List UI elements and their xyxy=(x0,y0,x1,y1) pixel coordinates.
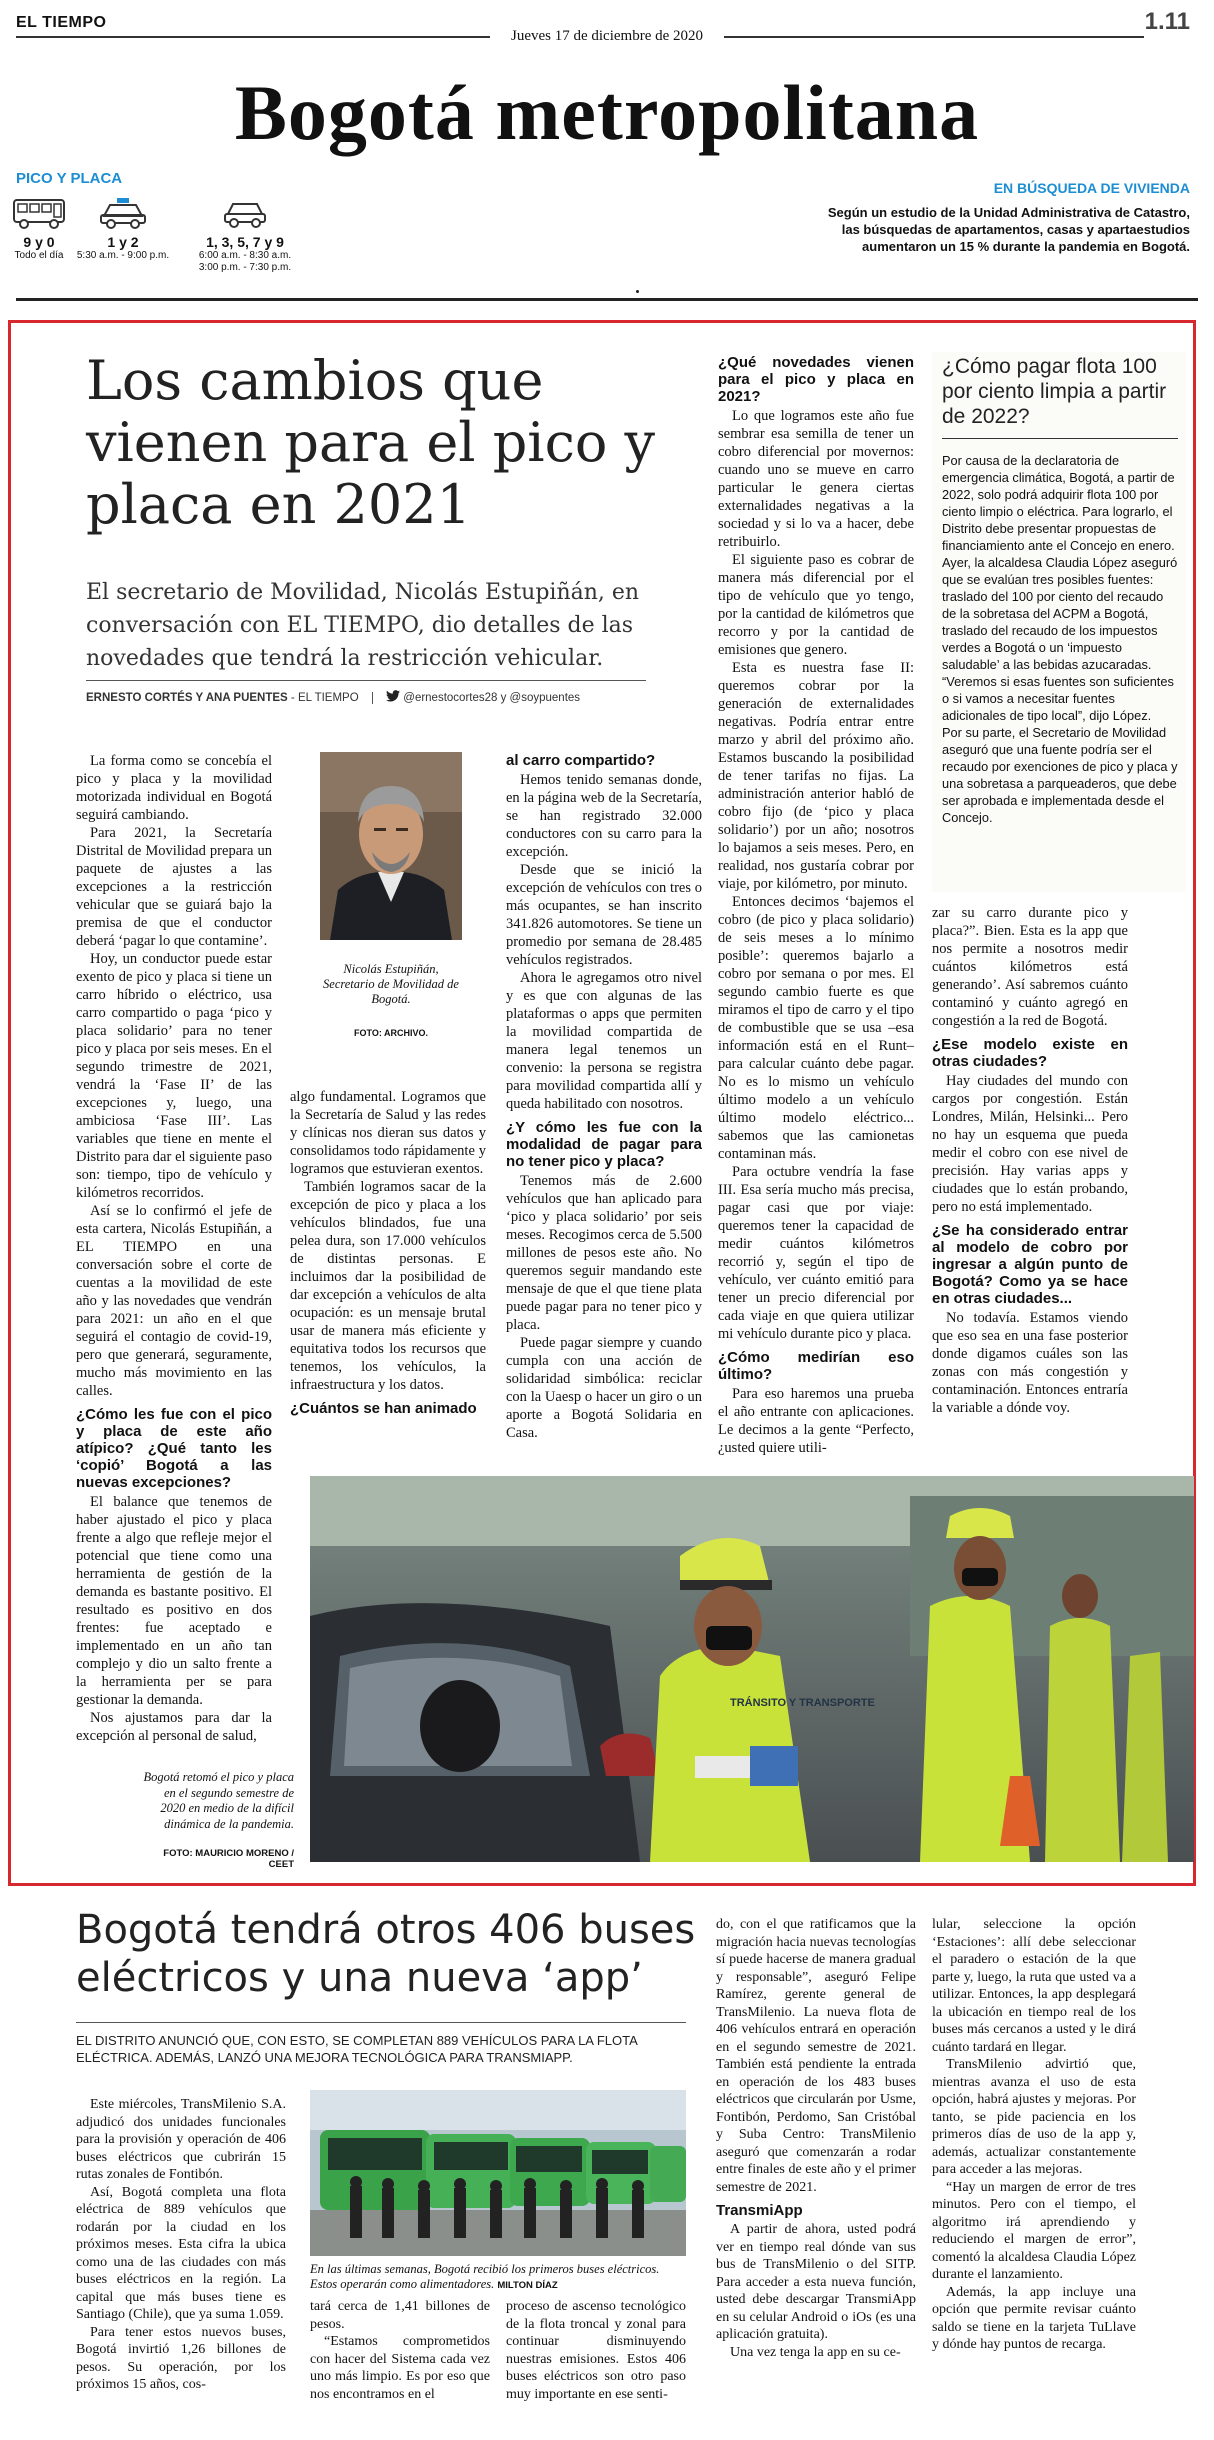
traffic-police-image xyxy=(310,1476,1194,1862)
second-col-4 xyxy=(716,1916,916,2361)
second-col-3 xyxy=(506,2298,686,2403)
page-number: 1.11 xyxy=(1144,8,1190,35)
main-headline: Los cambios que vienen para el pico y placa en 2021 xyxy=(86,349,656,536)
paragraph: Hay ciudades del mundo con cargos por congestión. Están Londres, Milán, Helsinki... Pero no hay un esquema que pueda medir el cobro con ese nivel de precisión. Hay varias apps y ciudades que lo están probando, pero no está implementado. xyxy=(932,1073,1128,1215)
byline-outlet: - EL TIEMPO xyxy=(287,692,359,704)
portrait-photo xyxy=(320,752,462,940)
question-heading: ¿Cómo les fue con el pico y placa de este año atípico? ¿Qué tanto les ‘copió’ Bogotá a las nuevas excepciones? xyxy=(76,1406,272,1491)
second-headline: Bogotá tendrá otros 406 buses eléctricos y una nueva ‘app’ xyxy=(76,1907,696,2001)
sidebar-body xyxy=(942,452,1178,826)
header-rule-right xyxy=(724,36,1144,38)
main-dek: El secretario de Movilidad, Nicolás Estupiñán, en conversación con EL TIEMPO, dio detalles de las novedades que tendrá la restricción vehicular. xyxy=(86,580,640,671)
main-col-2 xyxy=(290,1088,486,1419)
pico-placa-bus xyxy=(12,196,66,262)
photo-caption: Bogotá retomó el pico y placa en el segundo semestre de 2020 en medio de la difícil dinámica de la pandemia. xyxy=(143,1770,294,1831)
byline-divider xyxy=(372,692,373,704)
paragraph: Para 2021, la Secretaría Distrital de Movilidad prepara un paquete de ajustes a las excepciones a la restricción vehicular que se guiará bajo la premisa de que el conductor deberá ‘pagar lo que contamine’. xyxy=(76,825,272,949)
electric-buses-photo xyxy=(310,2090,686,2256)
paragraph: Tenemos más de 2.600 vehículos que han aplicado para ‘pico y placa solidario’ por seis meses. Recogimos cerca de 5.500 millones de pesos este año. No queremos seguir mandando este mensaje de que el que tiene plata puede pagar para no tener pico y placa. xyxy=(506,1173,702,1333)
question-heading: ¿Qué novedades vienen para el pico y placa en 2021? xyxy=(718,354,914,405)
paragraph: Así, Bogotá completa una flota eléctrica de 889 vehículos que rodarán por la ciudad en los próximos meses. Esta cifra la ubica como una de las ciudades con más buses eléctricos en la región. La capital que más buses tiene es Santiago (Chile), que ya suma 1.059. xyxy=(76,2184,286,2322)
paragraph: Para tener estos nuevos buses, Bogotá invirtió 1,26 billones de pesos. Su operación, por los próximos 15 años, cos- xyxy=(76,2324,286,2392)
pico-y-placa-label: PICO Y PLACA xyxy=(16,170,123,187)
question-heading: ¿Cuántos se han animado xyxy=(290,1400,477,1417)
paragraph: algo fundamental. Logramos que la Secretaría de Salud y las redes y clínicas nos dieran sus datos y consolidamos todo rápidamente y logramos que estuvieran exentos. xyxy=(290,1089,486,1177)
paragraph: Para eso haremos una prueba el año entrante con aplicaciones. Le decimos a la gente “Perfecto, ¿usted quiere utili- xyxy=(718,1386,914,1456)
paragraph: El siguiente paso es cobrar de manera más diferencial por el tipo de vehículo que yo tengo, por la cantidad de kilómetros que recorro y por la cantidad de emisiones que genero. xyxy=(718,552,914,658)
pico-placa-time: Todo el día xyxy=(14,250,64,261)
paragraph: Nos ajustamos para dar la excepción al personal de salud, xyxy=(76,1710,272,1744)
paragraph: TransMilenio advirtió que, mientras avanza el uso de esta opción, habrá ajustes y mejoras. Por tanto, se pide paciencia en los primeros días de uso de la app y, además, actualizar constantemente para acceder a las mejoras. xyxy=(932,2057,1136,2177)
paragraph: Hoy, un conductor puede estar exento de pico y placa si tiene un carro híbrido o eléctrico, usa carro compartido o paga ‘pico y placa solidario’ para no tener pico y placa por seis meses. En el segundo trimestre de 2021, vendrá la ‘Fase II’ de las excepciones y, luego, una ambiciosa ‘Fase III’. Las variables que tiene en mente el Distrito para dar el siguiente paso son: tiempo, tipo de vehículo y kilómetros recorridos. xyxy=(76,951,272,1201)
header-dot xyxy=(636,290,639,293)
traffic-police-photo xyxy=(310,1476,1194,1862)
header-rule-left xyxy=(16,36,490,38)
main-col-4 xyxy=(718,354,914,1457)
paragraph: zar su carro durante pico y placa?”. Bien. Esta es la app que nos permite a nosotros medir cuántos kilómetros está generando’. Así sabremos cuánto contaminó y cuánto agregó en congestión a la red de Bogotá. xyxy=(932,905,1128,1029)
paragraph: Para octubre vendría la fase III. Esa sería mucho más precisa, pagar casi que por viaje: queremos tener la capacidad de medir cuántos kilómetros recorrió y, según el tipo de vehículo, ver cuánto emitió para tener un precio diferencial por cada viaje en que quiera utilizar mi vehículo durante pico y placa. xyxy=(718,1164,914,1342)
paragraph: Ahora le agregamos otro nivel y es que con algunas de las plataformas o apps que permiten la movilidad compartida de manera legal tenemos un convenio: la persona se registra para movilidad compartida allí y queda habilitado con nosotros. xyxy=(506,970,702,1112)
pico-placa-digits: 1, 3, 5, 7 y 9 xyxy=(206,234,284,250)
pico-placa-digits: 1 y 2 xyxy=(107,234,139,250)
second-col-2 xyxy=(310,2298,490,2403)
portrait-caption: Nicolás Estupiñán, Secretario de Movilidad de Bogotá. xyxy=(323,962,459,1006)
paragraph: Entonces decimos ‘bajemos el cobro (de pico y placa solidario) de seis meses a lo mínimo posible’: queremos bajarlo a cobro por semana o por mes. El segundo cambio fuerte es que miramos el tipo de carro y el tipo de combustible que se usa –esa información está en el Runt– para calcular cuánto debe pagar. No es lo mismo un vehículo último modelo a un vehículo último modelo eléctrico... sabemos que las camionetas contaminan más. xyxy=(718,894,914,1162)
second-photo-caption-text: En las últimas semanas, Bogotá recibió los primeros buses eléctricos. Estos operarán como alimentadores. xyxy=(310,2262,660,2291)
paragraph: do, con el que ratificamos que la migración hacia nuevas tecnologías sí puede hacerse de manera gradual y responsable”, aseguró Felipe Ramírez, gerente general de TransMilenio. La nueva flota de 406 vehículos entrará en operación en el segundo semestre de 2021. También está pendiente la entrada en operación de los 483 buses eléctricos que circularán por Usme, Fontibón, Perdomo, San Cristóbal y Suba Centro: TransMilenio aseguró que comenzarán a rodar entre finales de este año y el primer semestre de 2021. xyxy=(716,1917,916,2195)
paragraph: También logramos sacar de la excepción de pico y placa a los vehículos blindados, fue una pelea dura, son 17.000 vehículos de distintas personas. E incluimos dar la posibilidad de dar excepción a vehículos de alta ocupación: es un mensaje brutal usar de manera más eficiente y equitativa todos los recursos que tenemos, los vehículos, la infraestructura y los datos. xyxy=(290,1179,486,1393)
paragraph: Este miércoles, TransMilenio S.A. adjudicó dos unidades funcionales para la provisión y operación de 406 buses eléctricos que cubrirán 15 rutas zonales de Fontibón. xyxy=(76,2097,286,2182)
question-heading: al carro compartido? xyxy=(506,752,656,769)
car-icon xyxy=(222,196,268,230)
pico-placa-time: 3:00 p.m. - 7:30 p.m. xyxy=(198,262,292,273)
second-photo-caption xyxy=(310,2262,686,2293)
paragraph: Así se lo confirmó el jefe de esta cartera, Nicolás Estupiñán, a EL TIEMPO en una conversación sobre el corte de cuentas a la movilidad de este año y las novedades que vendrán para 2021: un año en el que seguirá el contagio de covid-19, pero que generará, seguramente, mucho más movimiento en las calles. xyxy=(76,1203,272,1399)
main-col-5 xyxy=(932,904,1128,1417)
byline-handles: @ernestocortes28 y @soypuentes xyxy=(403,692,581,704)
question-heading: ¿Cómo medirían eso último? xyxy=(718,1349,914,1383)
pico-placa-time: 5:30 a.m. - 9:00 p.m. xyxy=(76,250,170,261)
sidebar-rule xyxy=(942,438,1178,439)
photo-credit: FOTO: MAURICIO MORENO / CEET xyxy=(163,1848,294,1870)
newspaper-logo: EL TIEMPO xyxy=(16,14,107,31)
sidebar-title: ¿Cómo pagar flota 100 por ciento limpia a partir de 2022? xyxy=(942,355,1167,428)
paragraph: lular, seleccione la opción ‘Estaciones’: allí debe seleccionar el paradero o estación de la que parte y, luego, la ruta que usted va a utilizar. Entonces, la app desplegará la ubicación en tiempo real de los buses más cercanos a usted y le dirá cuánto tardará en llegar. xyxy=(932,1917,1136,2055)
pico-y-placa-panel xyxy=(12,196,312,296)
question-heading: ¿Se ha considerado entrar al modelo de cobro por ingresar a algún punto de Bogotá? Como ya se hace en otras ciudades... xyxy=(932,1222,1128,1307)
portrait-image xyxy=(320,752,462,940)
question-heading: ¿Y cómo les fue con la modalidad de pagar para no tener pico y placa? xyxy=(506,1119,702,1170)
vest-lettering: TRÁNSITO Y TRANSPORTE xyxy=(730,1697,875,1709)
paragraph: No todavía. Estamos viendo que eso sea en una fase posterior donde digamos cuáles son las zonas con más congestión y contaminación. Entonces entraría la variable a dónde voy. xyxy=(932,1310,1128,1416)
paragraph: A partir de ahora, usted podrá ver en tiempo real dónde van sus bus de TransMilenio o del SITP. Para acceder a esta nueva función, usted debe descargar TransmiApp en su celular Android o iOs (es una aplicación gratuita). xyxy=(716,2222,916,2342)
byline-rule xyxy=(86,680,646,681)
bus-icon xyxy=(12,196,66,230)
second-rule xyxy=(76,2022,686,2023)
paragraph: Puede pagar siempre y cuando cumpla con una acción de solidaridad simbólica: reciclar con la Uaesp o hacer un giro o un aporte a Bogotá Solidaria en Casa. xyxy=(506,1335,702,1441)
paragraph: “Hay un margen de error de tres minutos. Pero con el tiempo, el algoritmo irá aprendiendo y reduciendo el margen de error”, comentó la alcaldesa Claudia López durante el lanzamiento. xyxy=(932,2179,1136,2282)
byline xyxy=(86,690,580,704)
main-col-1 xyxy=(76,752,272,1745)
pico-placa-car xyxy=(182,196,308,274)
twitter-icon xyxy=(386,690,400,702)
paragraph: “Estamos comprometidos con hacer del Sistema cada vez uno más limpio. Es por eso que nos encontramos en el xyxy=(310,2334,490,2402)
sidebar-paragraph: Por su parte, el Secretario de Movilidad aseguró que una fuente podría ser el recaudo por exenciones de pico y placa y una sobretasa a parqueaderos, que debe ser aprobada e implementada desde el Concejo. xyxy=(942,725,1178,825)
paragraph: La forma como se concebía el pico y placa y la movilidad motorizada individual en Bogotá seguirá cambiando. xyxy=(76,753,272,823)
paragraph: Desde que se inició la excepción de vehículos con tres o más ocupantes, se han inscrito 341.826 automotores. Se tiene un promedio por semana de 28.485 vehículos registrados. xyxy=(506,862,702,968)
byline-authors: ERNESTO CORTÉS Y ANA PUENTES xyxy=(86,692,288,704)
taxi-icon xyxy=(98,196,148,230)
main-col-3 xyxy=(506,752,702,1442)
teaser-text: Según un estudio de la Unidad Administrativa de Catastro, las búsquedas de apartamentos, casas y apartaestudios aumentaron un 15 % durante la pandemia en Bogotá. xyxy=(827,205,1190,254)
pico-placa-digits: 9 y 0 xyxy=(23,234,55,250)
paragraph: Esta es nuestra fase II: queremos cobrar por la generación de externalidades negativas. Podría entrar entre marzo y abril del próximo año. Estamos buscando la posibilidad de tener tarifas no fijas. La administración anterior habló de cobro fijo (de ‘pico y placa solidario’) por un año; nosotros lo bajamos a seis meses. Pero, en realidad, nos gustaría cobrar por viaje, por kilómetro, por minuto. xyxy=(718,660,914,892)
header-bottom-rule xyxy=(16,298,1198,301)
teaser-label: EN BÚSQUEDA DE VIVIENDA xyxy=(993,180,1190,196)
issue-date: Jueves 17 de diciembre de 2020 xyxy=(510,28,704,44)
portrait-credit: FOTO: ARCHIVO. xyxy=(354,1028,428,1038)
paragraph: Una vez tenga la app en su ce- xyxy=(730,2344,901,2360)
second-col-1 xyxy=(76,2096,286,2394)
second-dek: EL DISTRITO ANUNCIÓ QUE, CON ESTO, SE COMPLETAN 889 VEHÍCULOS PARA LA FLOTA ELÉCTRICA. ADEMÁS, LANZÓ UNA MEJORA TECNOLÓGICA PARA TRANSMIAPP. xyxy=(76,2033,638,2065)
subhead: TransmiApp xyxy=(716,2202,803,2219)
paragraph: El balance que tenemos de haber ajustado el pico y placa frente a algo que refleje mejor el potencial que tiene como una herramienta de gestión de la demanda es bastante positivo. El resultado es positivo en dos frentes: fue aceptado e implementado en un año tan complejo y dio un salto frente a la herramienta per se para gestionar la demanda. xyxy=(76,1494,272,1708)
paragraph: Lo que logramos este año fue sembrar esa semilla de tener un cobro diferencial por movernos: cuando uno se mueve en carro particular le genera ciertas externalidades negativas a la sociedad y si lo va a hacer, debe retribuirlo. xyxy=(718,408,914,550)
pico-placa-time: 6:00 a.m. - 8:30 a.m. xyxy=(198,250,292,261)
section-title: Bogotá metropolitana xyxy=(234,69,980,156)
sidebar-paragraph: Por causa de la declaratoria de emergencia climática, Bogotá, a partir de 2022, solo podrá adquirir flota 100 por ciento limpio o eléctrica. Para lograrlo, el Distrito debe presentar propuestas de financiamiento ante el Concejo en enero. Ayer, la alcaldesa Claudia López aseguró que se evalúan tres posibles fuentes: traslado del 100 por ciento del recaudo de la sobretasa del ACPM a Bogotá, traslado del recaudo de los impuestos verdes a Bogotá o un ‘impuesto saludable’ a las bebidas azucaradas. “Veremos si esas fuentes son suficientes o si vamos a necesitar fuentes adicionales de tipo local”, dijo López. xyxy=(942,453,1178,723)
paragraph: Hemos tenido semanas donde, en la página web de la Secretaría, se han registrado 32.000 conductores con su carro para la excepción. xyxy=(506,772,702,860)
paragraph: Además, la app incluye una opción que permite revisar cuánto saldo se tiene en la tarjeta TuLlave y dónde hay puntos de recarga. xyxy=(932,2284,1136,2352)
electric-buses-image xyxy=(310,2090,686,2256)
second-photo-credit: MILTON DÍAZ xyxy=(497,2280,558,2291)
second-col-5 xyxy=(932,1916,1136,2354)
paragraph: proceso de ascenso tecnológico de la flota troncal y zonal para continuar disminuyendo nuestras emisiones. Estos 406 buses eléctricos son otro paso muy importante en ese senti- xyxy=(506,2299,686,2402)
paragraph: tará cerca de 1,41 billones de pesos. xyxy=(310,2299,490,2332)
question-heading: ¿Ese modelo existe en otras ciudades? xyxy=(932,1036,1128,1070)
pico-placa-taxi xyxy=(68,196,178,262)
